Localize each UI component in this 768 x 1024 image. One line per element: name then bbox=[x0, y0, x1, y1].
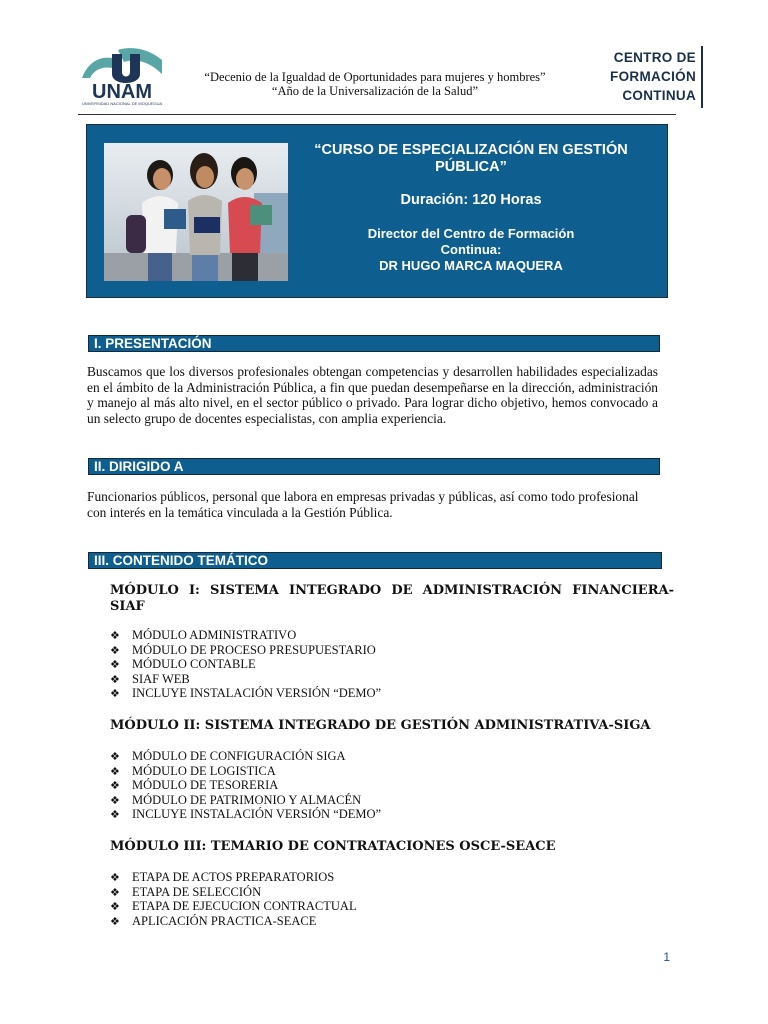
list-item: ❖ INCLUYE INSTALACIÓN VERSIÓN “DEMO” bbox=[110, 807, 382, 822]
list-item: ❖ MÓDULO DE PATRIMONIO Y ALMACÉN bbox=[110, 792, 362, 807]
logo-wordmark: UNAM bbox=[92, 81, 152, 103]
course-title-line-1: “CURSO DE ESPECIALIZACIÓN EN GESTIÓN bbox=[314, 142, 628, 158]
list-item: ❖ ETAPA DE ACTOS PREPARATORIOS bbox=[110, 870, 335, 884]
diamond-bullet-icon: ❖ bbox=[110, 687, 120, 701]
diamond-bullet-icon: ❖ bbox=[110, 764, 120, 778]
section-heading-content: III. CONTENIDO TEMÁTICO bbox=[88, 552, 662, 569]
section-heading-target: II. DIRIGIDO A bbox=[88, 458, 660, 475]
list-item: ❖ MÓDULO CONTABLE bbox=[110, 657, 256, 672]
diamond-bullet-icon: ❖ bbox=[110, 871, 120, 884]
list-item: ❖ SIAF WEB bbox=[110, 671, 190, 686]
module-3-title: MÓDULO III: TEMARIO DE CONTRATACIONES OSCE-SEACE bbox=[110, 839, 556, 854]
target-text: Funcionarios públicos, personal que labora en empresas privadas y públicas, así como todo profesional con interés en la temática vinculada a la Gestión Pública. bbox=[87, 489, 639, 520]
course-title bbox=[292, 142, 650, 176]
module-1-title: MÓDULO I: SISTEMA INTEGRADO DE ADMINISTRACIÓN FINANCIERA-SIAF bbox=[110, 583, 674, 614]
diamond-bullet-icon: ❖ bbox=[110, 672, 120, 686]
diamond-bullet-icon: ❖ bbox=[110, 750, 120, 763]
header-vertical-rule bbox=[701, 46, 703, 108]
diamond-bullet-icon: ❖ bbox=[110, 793, 120, 807]
diamond-bullet-icon: ❖ bbox=[110, 900, 120, 914]
list-item: ❖ ETAPA DE EJECUCION CONTRACTUAL bbox=[110, 899, 357, 914]
course-duration: Duración: 120 Horas bbox=[400, 192, 542, 208]
diamond-bullet-icon: ❖ bbox=[110, 914, 120, 928]
logo-subtext: UNIVERSIDAD NACIONAL DE MOQUEGUA bbox=[81, 101, 163, 106]
module-1-items bbox=[110, 628, 650, 701]
course-title-line-2: PÚBLICA” bbox=[435, 159, 507, 175]
page-number: 1 bbox=[663, 950, 670, 964]
list-item: ❖ APLICACIÓN PRACTICA-SEACE bbox=[110, 913, 317, 928]
list-item: ❖ MÓDULO DE LOGISTICA bbox=[110, 763, 276, 778]
diamond-bullet-icon: ❖ bbox=[110, 643, 120, 657]
director-name: DR HUGO MARCA MAQUERA bbox=[379, 258, 563, 273]
motto-line-1: “Decenio de la Igualdad de Oportunidades para mujeres y hombres” bbox=[204, 70, 546, 84]
director-line-2: Continua: bbox=[440, 242, 502, 257]
director-line-1: Director del Centro de Formación bbox=[367, 226, 575, 241]
list-item: ❖ MÓDULO DE TESORERIA bbox=[110, 778, 279, 793]
center-name-line-1: CENTRO DE bbox=[613, 50, 696, 65]
diamond-bullet-icon: ❖ bbox=[110, 808, 120, 822]
diamond-bullet-icon: ❖ bbox=[110, 629, 120, 642]
section-heading-presentation: I. PRESENTACIÓN bbox=[88, 335, 660, 352]
module-2-items bbox=[110, 749, 650, 822]
diamond-bullet-icon: ❖ bbox=[110, 779, 120, 793]
list-item: ❖ MÓDULO DE PROCESO PRESUPUESTARIO bbox=[110, 642, 376, 657]
diamond-bullet-icon: ❖ bbox=[110, 658, 120, 672]
diamond-bullet-icon: ❖ bbox=[110, 885, 120, 899]
module-3-items bbox=[110, 870, 650, 928]
list-item: ❖ MÓDULO DE CONFIGURACIÓN SIGA bbox=[110, 749, 346, 763]
center-name-line-2: FORMACIÓN bbox=[610, 69, 696, 84]
motto-line-2: “Año de la Universalización de la Salud” bbox=[271, 84, 479, 98]
unam-logo bbox=[78, 44, 166, 106]
presentation-text: Buscamos que los diversos profesionales obtengan competencias y desarrollen habilidades especializadas en el ámbito de la Administración Pública, a fin que puedan desempeñarse en la dirección, administración y manejo al más alto nivel, en el sector público o privado. Para lograr dicho objetivo, hemos convocado a un selecto grupo de docentes especialistas, con amplia experiencia. bbox=[87, 364, 658, 426]
list-item: ❖ ETAPA DE SELECCIÓN bbox=[110, 884, 262, 899]
center-name-line-3: CONTINUA bbox=[622, 88, 696, 103]
list-item: ❖ MÓDULO ADMINISTRATIVO bbox=[110, 628, 297, 642]
header-divider bbox=[78, 114, 676, 115]
course-director bbox=[292, 226, 650, 274]
module-2-title: MÓDULO II: SISTEMA INTEGRADO DE GESTIÓN ADMINISTRATIVA-SIGA bbox=[110, 718, 651, 733]
students-photo bbox=[104, 143, 288, 281]
list-item: ❖ INCLUYE INSTALACIÓN VERSIÓN “DEMO” bbox=[110, 686, 382, 701]
